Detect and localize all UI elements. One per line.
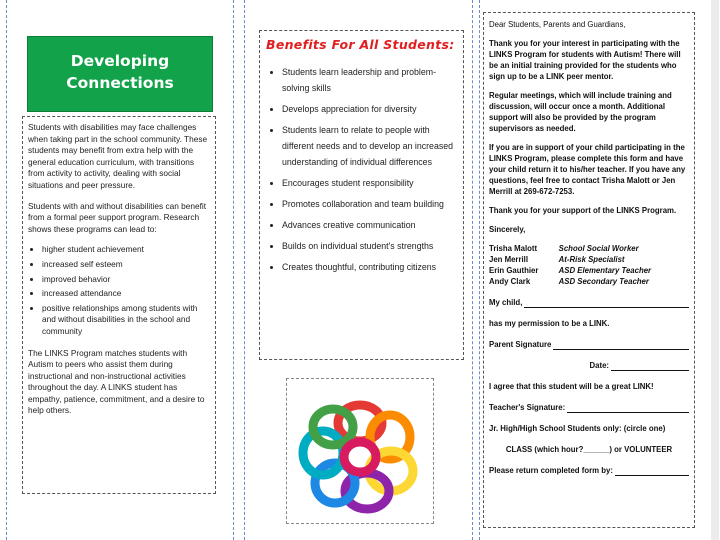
greeting: Dear Students, Parents and Guardians, xyxy=(489,20,626,29)
agree-label: I agree that this student will be a great LINK! xyxy=(489,382,654,391)
signer-row xyxy=(489,276,689,287)
letter-paragraph-4: Thank you for your support of the LINKS Program. xyxy=(489,206,677,215)
signer-role: ASD Secondary Teacher xyxy=(558,277,649,286)
signers-table xyxy=(489,243,689,287)
date-blank[interactable] xyxy=(611,360,689,371)
fold-line-left xyxy=(6,0,7,540)
class-or-volunteer-field[interactable] xyxy=(489,444,689,455)
permission-label: has my permission to be a LINK. xyxy=(489,319,610,328)
intro-paragraph-2: Students with and without disabilities can benefit from a formal peer support program. Research shows these programs can lead to: xyxy=(28,200,207,234)
title-line-2: Connections xyxy=(66,74,174,92)
intro-paragraph-3: The LINKS Program matches students with Autism to peers who assist them during instructional and non-instructional activities throughout the day. A LINKS student has empathy, patience, commitment, and a desire to help others. xyxy=(28,347,205,416)
letter-paragraph-2: Regular meetings, which will include training and discussion, will occur once a month. Additional support will also be provided by the program supervisors as needed. xyxy=(489,91,672,133)
agree-statement xyxy=(489,381,689,392)
signer-name: Andy Clark xyxy=(489,277,531,286)
benefit-item: • Creates thoughtful, contributing citizens xyxy=(282,259,457,275)
benefit-item: • Promotes collaboration and team building xyxy=(282,196,457,212)
class-option-label: CLASS (which hour?______) or VOLUNTEER xyxy=(505,445,673,454)
signer-name: Erin Gauthier xyxy=(489,266,539,275)
my-child-field[interactable] xyxy=(489,297,689,308)
outcome-item: • improved behavior xyxy=(42,274,210,286)
outcome-item: • higher student achievement xyxy=(42,244,210,256)
outcome-item: • increased attendance xyxy=(42,288,210,300)
circle-one-label: Jr. High/High School Students only: (circle one) xyxy=(489,424,666,433)
benefit-item: • Students learn leadership and problem-solving skills xyxy=(282,64,457,96)
outcomes-list xyxy=(28,244,210,337)
benefits-list xyxy=(266,64,457,275)
date-field[interactable] xyxy=(489,360,689,371)
fold-line-4 xyxy=(479,0,480,540)
parent-signature-blank[interactable] xyxy=(553,339,689,350)
signer-row xyxy=(489,265,689,276)
signer-row xyxy=(489,243,689,254)
closing: Sincerely, xyxy=(489,225,526,234)
outcome-item: • positive relationships among students with and without disabilities in the school and community xyxy=(42,303,210,338)
permission-statement xyxy=(489,318,689,329)
signer-name: Jen Merrill xyxy=(489,255,528,264)
fold-line-3 xyxy=(472,0,473,540)
benefit-item: • Develops appreciation for diversity xyxy=(282,101,457,117)
letter-paragraph-3: If you are in support of your child participating in the LINKS Program, please complete this form and have your child return it to his/her teacher. If you have any questions, feel free to contact Trisha Malott or Jen Merrill at 269-672-7253. xyxy=(489,143,686,196)
intro-paragraph-1: Students with disabilities may face challenges when taking part in the school community. These students may benefit from extra help with the general education curriculum, with transitions from activity to activity, dealing with social situations and peer pressure. xyxy=(28,122,208,190)
benefit-item: • Students learn to relate to people with different needs and to develop an increased understanding of individual differences xyxy=(282,122,457,170)
signer-role: School Social Worker xyxy=(558,244,639,253)
date-label: Date: xyxy=(589,361,609,370)
title-line-1: Developing xyxy=(70,52,170,70)
teacher-signature-field[interactable] xyxy=(489,402,689,413)
benefits-box xyxy=(259,30,464,360)
signer-role: At-Risk Specialist xyxy=(558,255,625,264)
parent-signature-label: Parent Signature xyxy=(489,340,552,349)
return-by-blank[interactable] xyxy=(615,465,689,476)
outcome-item: • increased self esteem xyxy=(42,259,210,271)
signer-name: Trisha Malott xyxy=(489,244,538,253)
my-child-label: My child, xyxy=(489,298,523,307)
knot-rings-icon xyxy=(287,379,433,523)
title-banner xyxy=(27,36,213,112)
fold-line-1 xyxy=(233,0,234,540)
benefit-item: • Advances creative communication xyxy=(282,217,457,233)
teacher-signature-blank[interactable] xyxy=(567,402,689,413)
letter-box xyxy=(483,12,695,528)
teacher-signature-label: Teacher's Signature: xyxy=(489,403,566,412)
benefit-item: • Encourages student responsibility xyxy=(282,175,457,191)
circle-one-statement xyxy=(489,423,689,434)
fold-line-2 xyxy=(244,0,245,540)
benefit-item: • Builds on individual student's strengths xyxy=(282,238,457,254)
vertical-scrollbar[interactable] xyxy=(711,0,719,540)
intro-text-box xyxy=(22,116,216,494)
return-by-label: Please return completed form by: xyxy=(489,466,613,475)
signer-role: ASD Elementary Teacher xyxy=(558,266,652,275)
parent-signature-field[interactable] xyxy=(489,339,689,350)
benefits-heading: Benefits For All Students: xyxy=(266,37,455,52)
letter-paragraph-1: Thank you for your interest in participating with the LINKS Program for students with Autism! There will be an initial training provided for the students who sign up to be a LINK peer mentor. xyxy=(489,39,681,81)
signer-row xyxy=(489,254,689,265)
knot-rings-image xyxy=(286,378,434,524)
return-by-field[interactable] xyxy=(489,465,689,476)
my-child-blank[interactable] xyxy=(524,297,689,308)
